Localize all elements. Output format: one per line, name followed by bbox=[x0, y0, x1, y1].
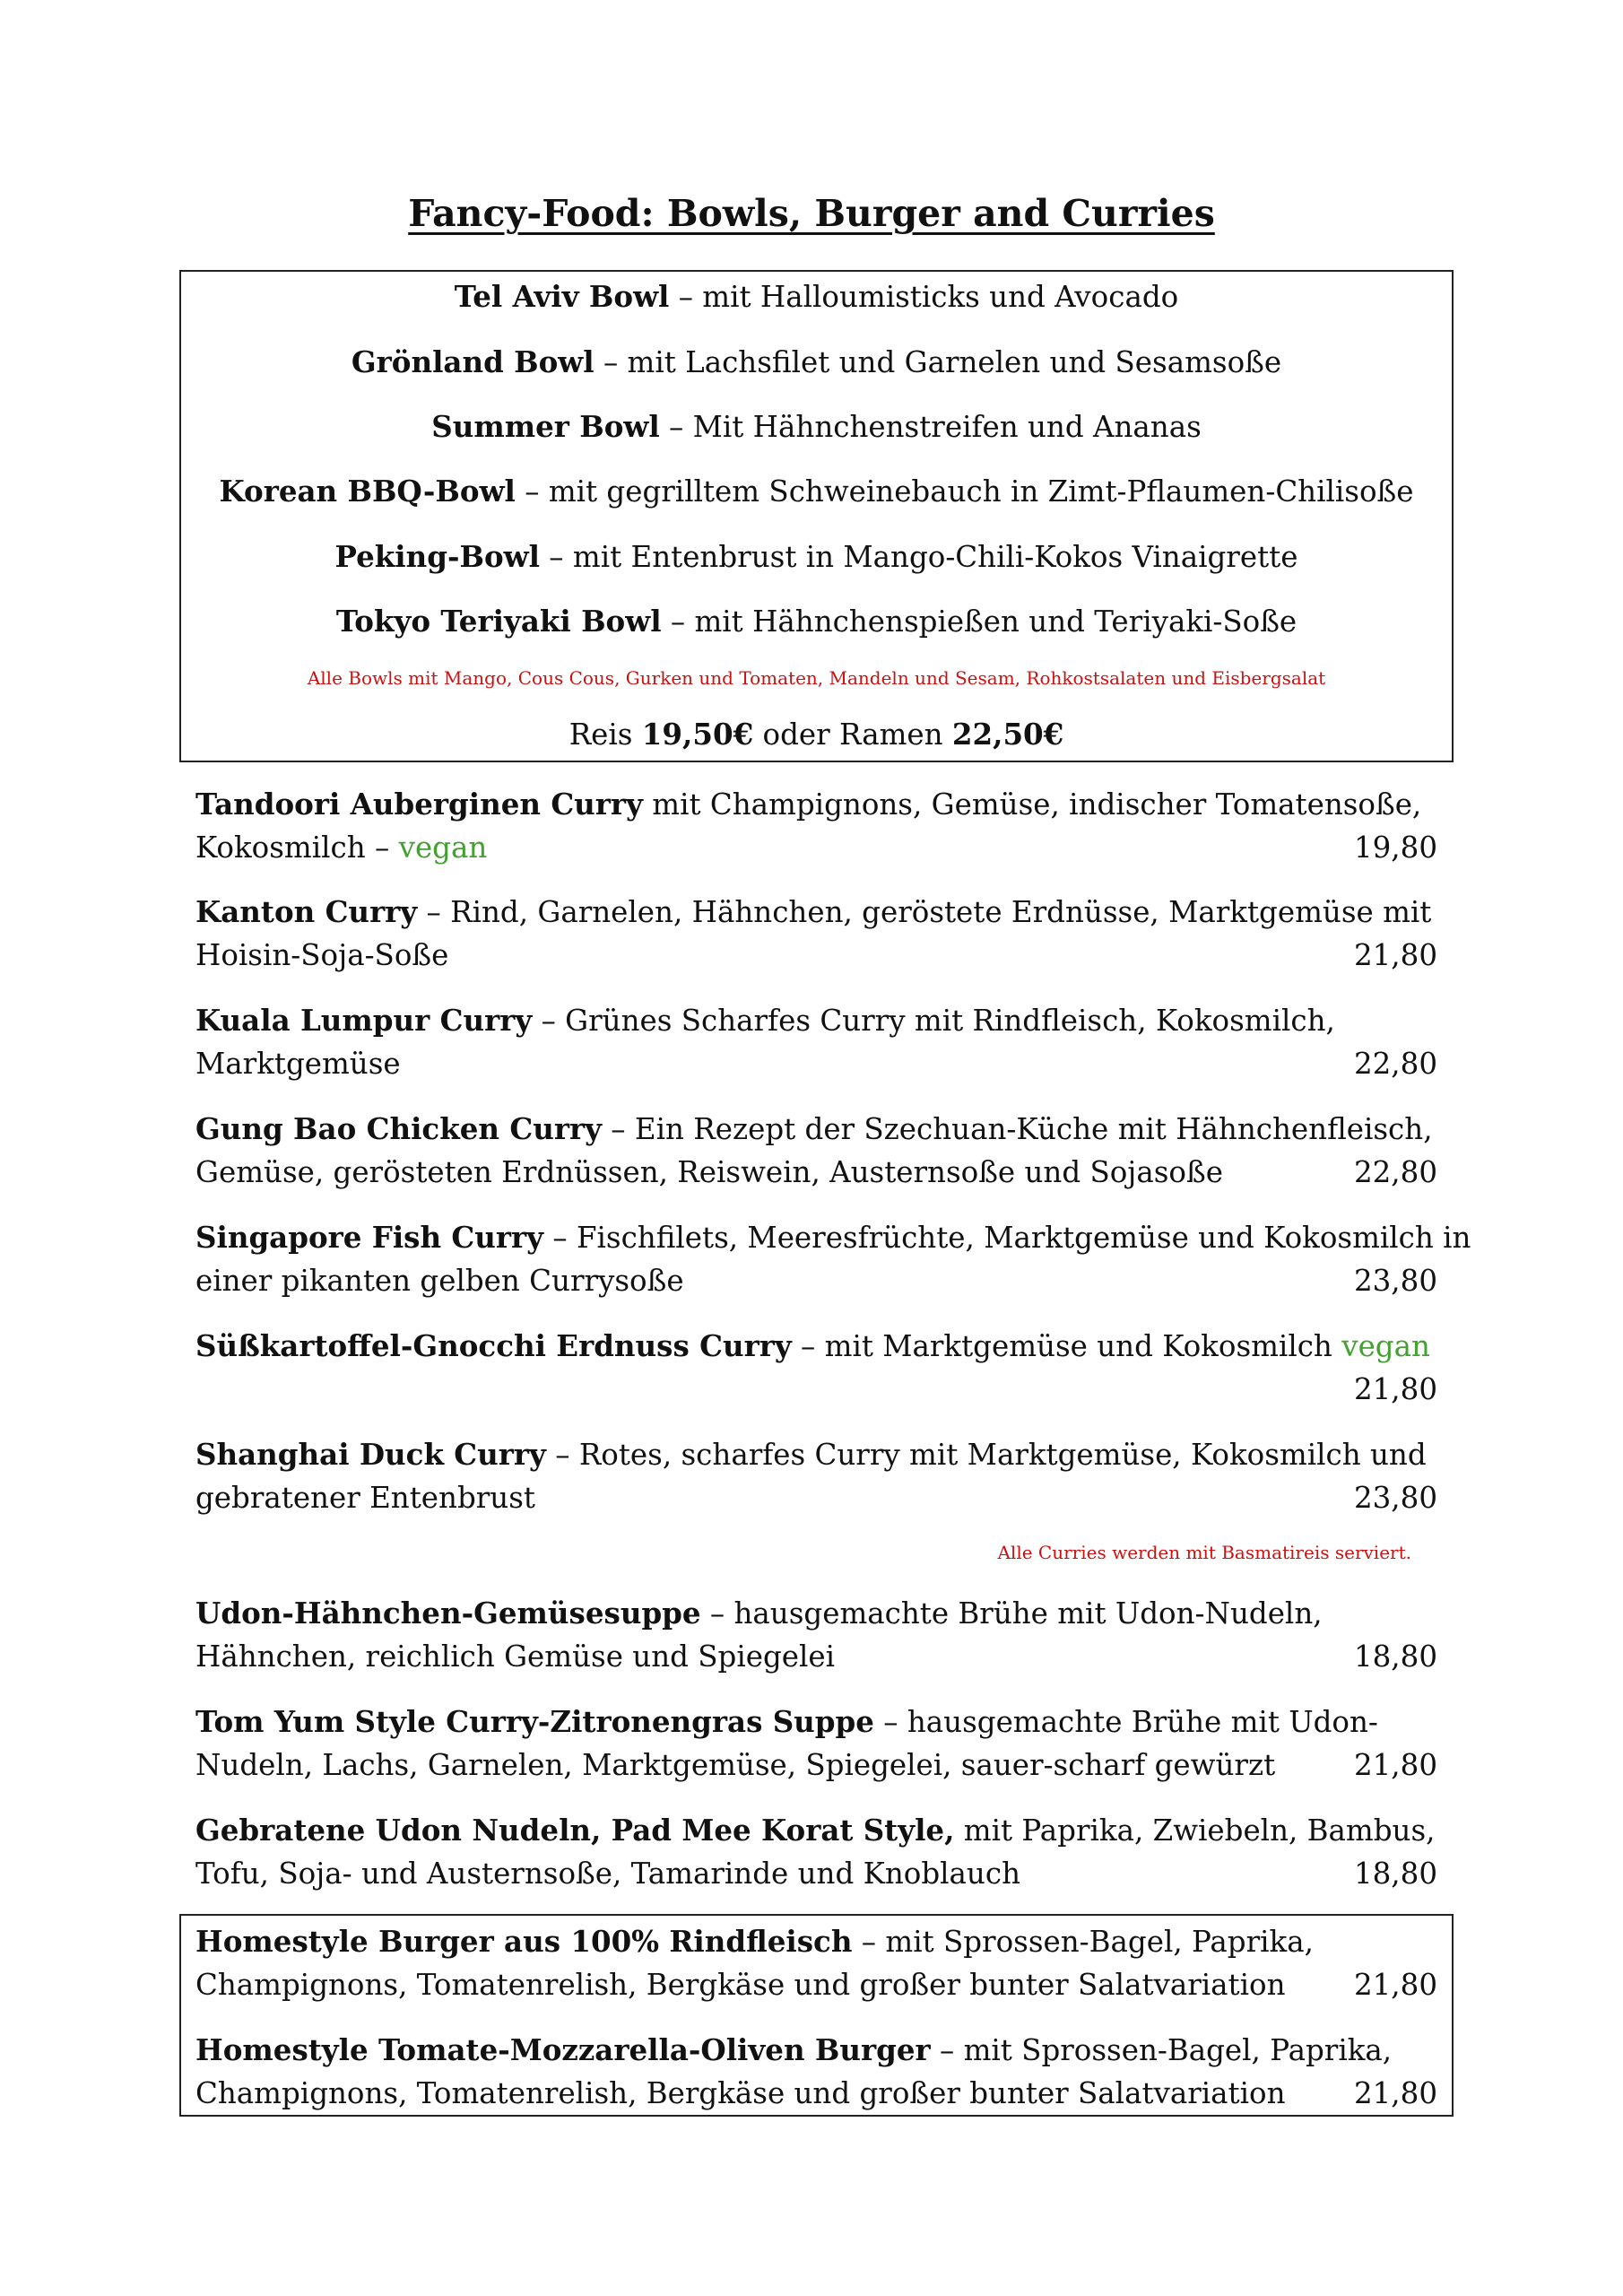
bowl-desc: – mit Entenbrust in Mango-Chili-Kokos Vinaigrette bbox=[539, 540, 1298, 574]
menu-item bbox=[195, 1920, 1437, 2006]
item-desc: – Rind, Garnelen, Hähnchen, geröstete Erdnüsse, Marktgemüse mit bbox=[417, 895, 1432, 929]
item-price: 21,80 bbox=[1353, 1748, 1437, 1782]
item-name: Udon-Hähnchen-Gemüsesuppe bbox=[195, 1596, 701, 1631]
bowl-name: Korean BBQ-Bowl bbox=[219, 474, 516, 509]
vegan-tag: vegan bbox=[398, 831, 488, 865]
item-price: 21,80 bbox=[1353, 1372, 1437, 1406]
item-desc: Marktgemüse bbox=[195, 1047, 401, 1081]
menu-item bbox=[195, 1108, 1437, 1194]
item-desc: Champignons, Tomatenrelish, Bergkäse und großer bunter Salatvariation bbox=[195, 1968, 1286, 2002]
item-name: Kuala Lumpur Curry bbox=[195, 1003, 533, 1038]
item-desc: – Fischfilets, Meeresfrüchte, Marktgemüse und Kokosmilch in bbox=[543, 1221, 1471, 1255]
item-price: 23,80 bbox=[1353, 1481, 1437, 1515]
item-name: Gebratene Udon Nudeln, Pad Mee Korat Style, bbox=[195, 1813, 955, 1848]
item-desc: Hoisin-Soja-Soße bbox=[195, 938, 449, 972]
item-desc: Tofu, Soja- und Austernsoße, Tamarinde und Knoblauch bbox=[195, 1857, 1020, 1891]
bowl-desc: – mit Halloumisticks und Avocado bbox=[669, 280, 1179, 314]
ramen-price: 22,50€ bbox=[951, 717, 1064, 752]
menu-item bbox=[195, 1433, 1437, 1519]
menu-item bbox=[195, 891, 1437, 977]
item-name: Singapore Fish Curry bbox=[195, 1220, 544, 1255]
rice-label: Reis bbox=[568, 718, 642, 752]
item-price: 18,80 bbox=[1353, 1639, 1437, 1674]
item-desc: einer pikanten gelben Currysoße bbox=[195, 1264, 684, 1298]
item-desc: – mit Marktgemüse und Kokosmilch bbox=[791, 1329, 1342, 1363]
item-desc: – hausgemachte Brühe mit Udon-Nudeln, bbox=[700, 1596, 1323, 1631]
item-price: 18,80 bbox=[1353, 1857, 1437, 1891]
bowls-note: Alle Bowls mit Mango, Cous Cous, Gurken und Tomaten, Mandeln und Sesam, Rohkostsalaten und Eisbergsalat bbox=[307, 667, 1326, 689]
bowl-item bbox=[181, 277, 1452, 317]
item-desc: Kokosmilch – bbox=[195, 831, 399, 865]
item-name: Süßkartoffel-Gnocchi Erdnuss Curry bbox=[195, 1328, 792, 1363]
item-name: Gung Bao Chicken Curry bbox=[195, 1111, 602, 1146]
item-price: 21,80 bbox=[1353, 2076, 1437, 2110]
bowl-name: Grönland Bowl bbox=[351, 344, 595, 379]
item-name: Tom Yum Style Curry-Zitronengras Suppe bbox=[195, 1704, 874, 1739]
item-desc: – Rotes, scharfes Curry mit Marktgemüse, Kokosmilch und bbox=[545, 1438, 1427, 1472]
ramen-label: oder Ramen bbox=[753, 718, 952, 752]
menu-item bbox=[195, 999, 1437, 1085]
bowl-desc: – mit gegrilltem Schweinebauch in Zimt-Pflaumen-Chilisoße bbox=[515, 474, 1414, 509]
item-desc: mit Paprika, Zwiebeln, Bambus, bbox=[954, 1813, 1436, 1848]
item-price: 21,80 bbox=[1353, 1968, 1437, 2002]
bowl-name: Tel Aviv Bowl bbox=[454, 279, 670, 314]
item-price: 21,80 bbox=[1353, 938, 1437, 972]
rice-price: 19,50€ bbox=[641, 717, 754, 752]
item-desc: Nudeln, Lachs, Garnelen, Marktgemüse, Spiegelei, sauer-scharf gewürzt bbox=[195, 1748, 1276, 1782]
menu-item bbox=[195, 1325, 1437, 1411]
bowl-item bbox=[181, 407, 1452, 447]
bowl-item bbox=[181, 343, 1452, 382]
item-desc: – Ein Rezept der Szechuan-Küche mit Hähnchenfleisch, bbox=[601, 1112, 1433, 1146]
curries-note: Alle Curries werden mit Basmatireis serviert. bbox=[997, 1542, 1411, 1563]
bowl-item bbox=[181, 602, 1452, 641]
item-desc: – mit Sprossen-Bagel, Paprika, bbox=[930, 2033, 1393, 2067]
bowl-desc: – Mit Hähnchenstreifen und Ananas bbox=[659, 410, 1202, 444]
item-name: Shanghai Duck Curry bbox=[195, 1437, 546, 1472]
item-desc: – Grünes Scharfes Curry mit Rindfleisch, Kokosmilch, bbox=[532, 1004, 1335, 1038]
menu-item bbox=[195, 1700, 1437, 1787]
menu-item bbox=[195, 1592, 1437, 1678]
item-desc: – mit Sprossen-Bagel, Paprika, bbox=[852, 1925, 1314, 1959]
menu-item bbox=[195, 2029, 1437, 2115]
bowl-item bbox=[181, 537, 1452, 577]
bowl-item bbox=[181, 472, 1452, 511]
item-desc: Hähnchen, reichlich Gemüse und Spiegelei bbox=[195, 1639, 836, 1674]
menu-item bbox=[195, 1216, 1471, 1302]
bowl-desc: – mit Hähnchenspießen und Teriyaki-Soße bbox=[661, 604, 1298, 639]
item-price: 19,80 bbox=[1353, 831, 1437, 865]
item-desc: Champignons, Tomatenrelish, Bergkäse und großer bunter Salatvariation bbox=[195, 2076, 1286, 2110]
page-title: Fancy-Food: Bowls, Burger and Curries bbox=[408, 192, 1215, 235]
item-name: Homestyle Burger aus 100% Rindfleisch bbox=[195, 1924, 853, 1959]
menu-item bbox=[195, 1809, 1437, 1895]
item-desc: – hausgemachte Brühe mit Udon- bbox=[873, 1705, 1378, 1739]
bowl-name: Summer Bowl bbox=[431, 409, 660, 444]
bowl-name: Peking-Bowl bbox=[334, 539, 540, 574]
item-desc: gebratener Entenbrust bbox=[195, 1481, 535, 1515]
item-name: Homestyle Tomate-Mozzarella-Oliven Burger bbox=[195, 2032, 931, 2067]
menu-item bbox=[195, 783, 1437, 869]
bowls-box bbox=[179, 270, 1454, 762]
bowls-price bbox=[181, 715, 1452, 754]
item-desc: Gemüse, gerösteten Erdnüssen, Reiswein, Austernsoße und Sojasoße bbox=[195, 1155, 1223, 1189]
item-price: 23,80 bbox=[1353, 1264, 1437, 1298]
item-price: 22,80 bbox=[1353, 1155, 1437, 1189]
bowl-name: Tokyo Teriyaki Bowl bbox=[335, 604, 662, 639]
bowl-desc: – mit Lachsfilet und Garnelen und Sesamsoße bbox=[594, 345, 1282, 379]
item-desc: mit Champignons, Gemüse, indischer Tomatensoße, bbox=[642, 787, 1422, 822]
item-price: 22,80 bbox=[1353, 1047, 1437, 1081]
vegan-tag: vegan bbox=[1341, 1329, 1430, 1363]
item-name: Tandoori Auberginen Curry bbox=[195, 787, 643, 822]
item-name: Kanton Curry bbox=[195, 894, 418, 929]
